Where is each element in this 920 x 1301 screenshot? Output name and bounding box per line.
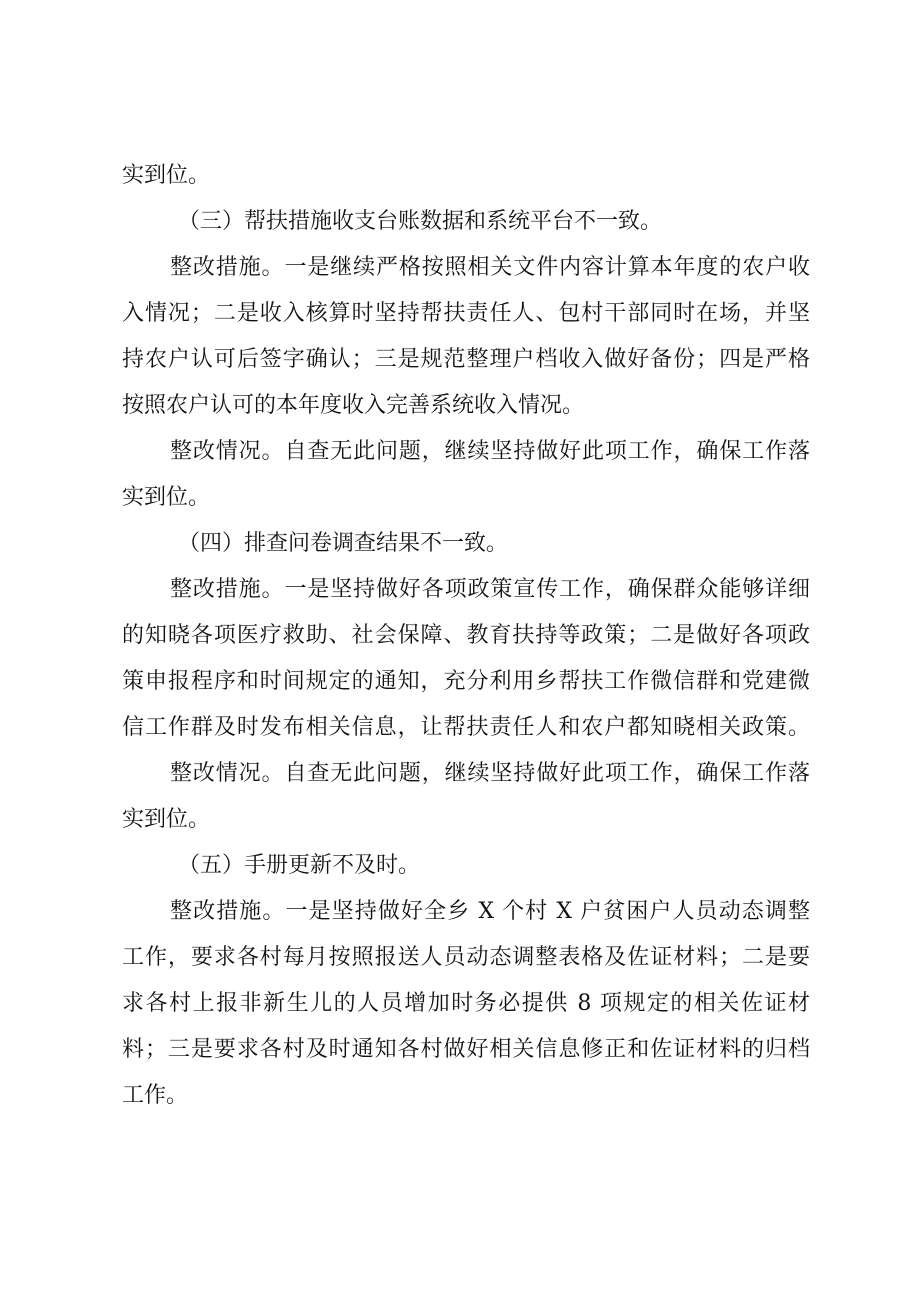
body-line: 按照农户认可的本年度收入完善系统收入情况。 <box>122 393 585 418</box>
body-line: 的知晓各项医疗救助、社会保障、教育扶持等政策；二是做好各项政 <box>122 623 810 648</box>
section-heading: （三）帮扶措施收支台账数据和系统平台不一致。 <box>178 209 663 234</box>
body-line: 整改措施。一是坚持做好全乡 X 个村 X 户贫困户人员动态调整 <box>170 899 810 924</box>
section-heading: （四）排查问卷调查结果不一致。 <box>178 531 509 556</box>
body-line: 实到位。 <box>122 807 211 832</box>
document-body <box>122 153 810 1119</box>
body-line: 持农户认可后签字确认；三是规范整理户档收入做好备份；四是严格 <box>122 347 810 372</box>
section-heading: （五）手册更新不及时。 <box>178 853 421 878</box>
body-line: 策申报程序和时间规定的通知，充分利用乡帮扶工作微信群和党建微 <box>122 669 810 694</box>
body-line: 工作。 <box>122 1083 189 1108</box>
body-line: 实到位。 <box>122 485 211 510</box>
body-line: 整改情况。自查无此问题，继续坚持做好此项工作，确保工作落 <box>170 439 810 464</box>
body-line: 信工作群及时发布相关信息，让帮扶责任人和农户都知晓相关政策。 <box>122 715 810 740</box>
body-line: 整改情况。自查无此问题，继续坚持做好此项工作，确保工作落 <box>170 761 810 786</box>
body-line: 料；三是要求各村及时通知各村做好相关信息修正和佐证材料的归档 <box>122 1037 810 1062</box>
body-line: 实到位。 <box>122 163 211 188</box>
body-line: 求各村上报非新生儿的人员增加时务必提供 8 项规定的相关佐证材 <box>122 991 810 1016</box>
body-line: 整改措施。一是坚持做好各项政策宣传工作，确保群众能够详细 <box>170 577 810 602</box>
body-line: 工作，要求各村每月按照报送人员动态调整表格及佐证材料；二是要 <box>122 945 810 970</box>
body-line: 入情况；二是收入核算时坚持帮扶责任人、包村干部同时在场，并坚 <box>122 301 810 326</box>
body-line: 整改措施。一是继续严格按照相关文件内容计算本年度的农户收 <box>170 255 810 280</box>
